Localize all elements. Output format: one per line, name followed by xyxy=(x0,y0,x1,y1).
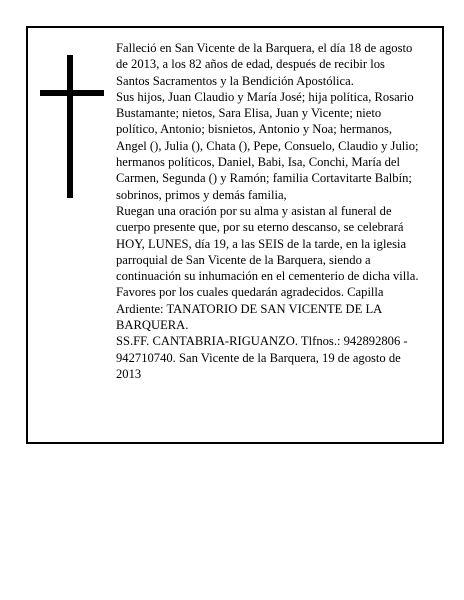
cross-vertical-bar xyxy=(67,55,73,198)
death-announcement-paragraph: Falleció en San Vicente de la Barquera, el día 18 de agosto de 2013, a los 82 años de edad, después de recibir los Santos Sacramentos y la Bendición Apostólica. xyxy=(116,41,413,88)
latin-cross-icon xyxy=(40,55,104,198)
family-members-paragraph: Sus hijos, Juan Claudio y María José; hija política, Rosario Bustamante; nietos, Sara Elisa, Juan y Vicente; nieto político, Antonio; bisnietos, Antonio y Noa; hermanos, Angel (), Julia (), Chata (), Pepe, Consuelo, Claudio y Julio; hermanos políticos, Daniel, Babi, Isa, Conchi, María del Carmen, Segunda () y Ramón; familia Cortavitarte Balbín; sobrinos, primos y demás familia, xyxy=(116,89,419,202)
funeral-details-paragraph: Ruegan una oración por su alma y asistan al funeral de cuerpo presente que, por su eterno descanso, se celebrará HOY, LUNES, día 19, a las SEIS de la tarde, en la iglesia parroquial de San Vicente de la Barquera, siendo a continuación su inhumación en el cementerio de dicha villa. Favores por los cuales quedarán agradecidos. Capilla Ardiente: TANATORIO DE SAN VICENTE DE LA BARQUERA. xyxy=(116,203,419,333)
notice-text xyxy=(116,40,420,382)
funeral-home-contact-paragraph: SS.FF. CANTABRIA-RIGUANZO. Tlfnos.: 942892806 - 942710740. San Vicente de la Barquera, 19 de agosto de 2013 xyxy=(116,334,408,381)
cross-horizontal-bar xyxy=(40,90,104,96)
obituary-notice xyxy=(26,26,444,444)
